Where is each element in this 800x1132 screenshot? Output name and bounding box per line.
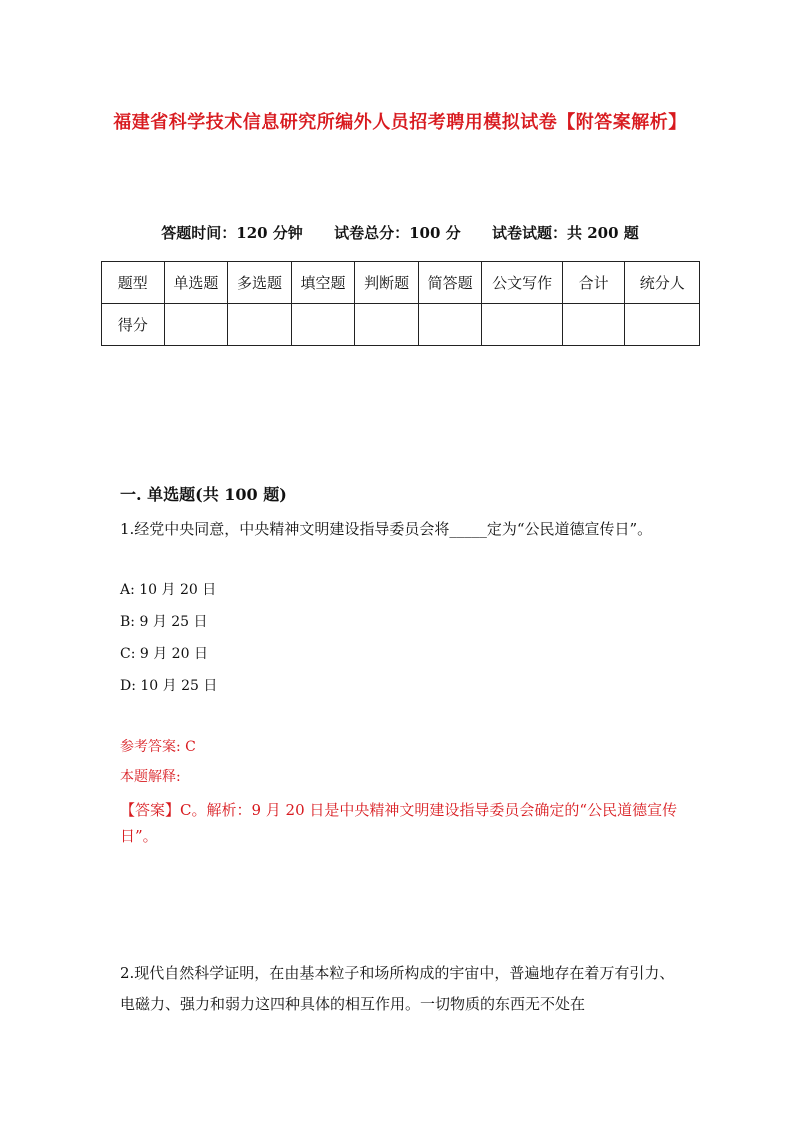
score-cell xyxy=(164,304,228,346)
exam-meta: 答题时间：120 分钟 试卷总分：100 分 试卷试题：共 200 题 xyxy=(161,224,639,242)
header-cell: 统分人 xyxy=(625,262,700,304)
question-text: 1.经党中央同意，中央精神文明建设指导委员会将_____定为“公民道德宣传日”。 xyxy=(120,520,653,538)
option-d: D: 10 月 25 日 xyxy=(120,678,218,694)
section-title: 一. 单选题(共 100 题) xyxy=(120,485,287,504)
header-cell: 判断题 xyxy=(355,262,419,304)
header-cell: 公文写作 xyxy=(482,262,562,304)
option-b: B: 9 月 25 日 xyxy=(120,614,208,630)
option-a: A: 10 月 20 日 xyxy=(120,582,217,598)
score-table-header-row xyxy=(102,262,700,304)
explanation-text: 【答案】C。解析：9 月 20 日是中央精神文明建设指导委员会确定的“公民道德宣传日”。 xyxy=(120,801,678,845)
score-table-row xyxy=(102,304,700,346)
score-table xyxy=(101,261,700,346)
question-text: 2.现代自然科学证明，在由基本粒子和场所构成的宇宙中，普遍地存在着万有引力、电磁力、强力和弱力这四种具体的相互作用。一切物质的东西无不处在 xyxy=(120,964,675,1013)
score-cell xyxy=(482,304,562,346)
header-cell: 单选题 xyxy=(164,262,228,304)
explanation-label: 本题解释: xyxy=(120,769,181,785)
score-cell xyxy=(355,304,419,346)
document-title: 福建省科学技术信息研究所编外人员招考聘用模拟试卷【附答案解析】 xyxy=(113,112,687,133)
header-cell: 合计 xyxy=(562,262,625,304)
option-c: C: 9 月 20 日 xyxy=(120,646,208,662)
header-cell: 多选题 xyxy=(228,262,292,304)
header-cell: 题型 xyxy=(102,262,165,304)
score-cell xyxy=(418,304,482,346)
score-cell xyxy=(625,304,700,346)
score-cell xyxy=(562,304,625,346)
answer-line: 参考答案: C xyxy=(120,739,196,755)
score-cell xyxy=(228,304,292,346)
header-cell: 填空题 xyxy=(291,262,355,304)
row-label-cell: 得分 xyxy=(102,304,165,346)
header-cell: 简答题 xyxy=(418,262,482,304)
score-cell xyxy=(291,304,355,346)
